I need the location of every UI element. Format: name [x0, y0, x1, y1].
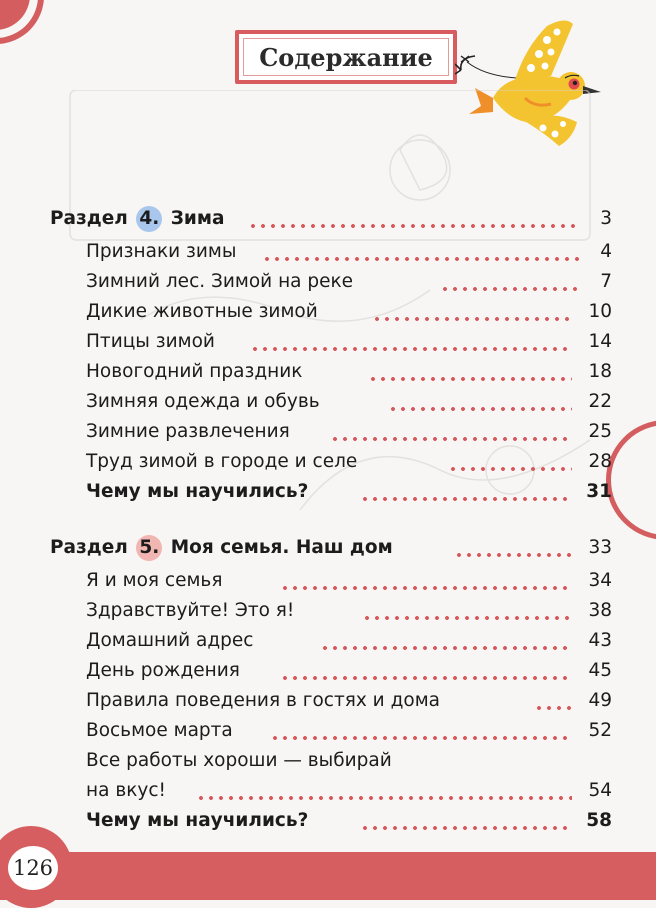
page-ref: 10: [588, 301, 612, 322]
page-ref: 25: [588, 421, 612, 442]
toc-item-label: Новогодний праздник: [86, 361, 303, 382]
page-ref: 34: [588, 570, 612, 591]
page-ref: 4: [600, 241, 612, 262]
page-ref: 52: [588, 720, 612, 741]
toc-item[interactable]: [0, 596, 612, 626]
dot-leader: [330, 417, 572, 447]
toc-item-line2[interactable]: [0, 776, 612, 806]
dot-leader: [196, 776, 572, 806]
page-title: Содержание: [259, 43, 433, 72]
toc-item-label: Чему мы научились?: [86, 810, 309, 831]
toc-item-label: Правила поведения в гостях и дома: [86, 690, 440, 711]
toc-item[interactable]: [0, 267, 612, 297]
toc-item-label: Признаки зимы: [86, 241, 237, 262]
dot-leader: [250, 327, 572, 357]
toc-item-label: Зимние развлечения: [86, 421, 290, 442]
footer-bar: [0, 852, 656, 900]
toc-item-label: Зимний лес. Зимой на реке: [86, 271, 354, 292]
toc-section-4[interactable]: [0, 204, 612, 234]
page-ref: 14: [588, 331, 612, 352]
dot-leader: [320, 626, 572, 656]
page-ref: 22: [588, 391, 612, 412]
toc-item-summary[interactable]: [0, 806, 612, 836]
toc-item-label: Чему мы научились?: [86, 481, 309, 502]
page-ref: 49: [588, 690, 612, 711]
dot-leader: [448, 447, 572, 477]
toc-item[interactable]: [0, 357, 612, 387]
toc-item[interactable]: [0, 447, 612, 477]
toc-item[interactable]: [0, 656, 612, 686]
dot-leader: [270, 716, 572, 746]
dot-leader: [362, 596, 572, 626]
title-plate: [235, 30, 457, 84]
dot-leader: [280, 566, 572, 596]
section-number-badge: 5.: [136, 535, 162, 561]
toc-item[interactable]: [0, 417, 612, 447]
toc-item[interactable]: [0, 716, 612, 746]
dot-leader: [360, 477, 572, 507]
toc-item-label-continued: на вкус!: [86, 780, 166, 801]
page-ref: 18: [588, 361, 612, 382]
toc-item[interactable]: [0, 686, 612, 716]
toc-item-label: День рождения: [86, 660, 240, 681]
dot-leader: [360, 806, 572, 836]
toc-item[interactable]: [0, 297, 612, 327]
page-ref: 43: [588, 630, 612, 651]
page-ref: 45: [588, 660, 612, 681]
toc-item[interactable]: [0, 387, 612, 417]
toc-item-label: Домашний адрес: [86, 630, 254, 651]
toc-item-label: Здравствуйте! Это я!: [86, 600, 295, 621]
section-prefix: Раздел: [50, 537, 128, 558]
toc-item-line1[interactable]: [0, 746, 612, 776]
dot-leader: [248, 204, 578, 234]
toc-item-label: Я и моя семья: [86, 570, 223, 591]
toc-item-summary[interactable]: [0, 477, 612, 507]
section-number-badge: 4.: [136, 206, 162, 232]
dot-leader: [372, 297, 572, 327]
page-ref: 54: [588, 780, 612, 801]
section-title: Моя семья. Наш дом: [170, 537, 393, 558]
toc-item[interactable]: [0, 237, 612, 267]
toc-item-label: Дикие животные зимой: [86, 301, 318, 322]
page-ref: 3: [600, 208, 612, 229]
toc-item-label: Восьмое марта: [86, 720, 233, 741]
toc-item-label: Все работы хороши — выбирай: [86, 750, 392, 771]
section-title: Зима: [170, 208, 225, 229]
dot-leader: [368, 357, 572, 387]
toc-item[interactable]: [0, 327, 612, 357]
dot-leader: [280, 656, 572, 686]
toc-item-label: Птицы зимой: [86, 331, 215, 352]
toc-item-label: Зимняя одежда и обувь: [86, 391, 320, 412]
toc-item[interactable]: [0, 566, 612, 596]
page-ref: 58: [586, 810, 612, 831]
page-number: 126: [8, 846, 58, 890]
page-ref: 31: [586, 481, 612, 502]
page-ref: 33: [588, 537, 612, 558]
dot-leader: [262, 237, 582, 267]
page-ref: 28: [588, 451, 612, 472]
dot-leader: [388, 387, 572, 417]
toc-item-label: Труд зимой в городе и селе: [86, 451, 358, 472]
page-ref: 7: [600, 271, 612, 292]
section-prefix: Раздел: [50, 208, 128, 229]
dot-leader: [454, 533, 572, 563]
dot-leader: [534, 686, 572, 716]
toc-section-5[interactable]: [0, 533, 612, 563]
toc-item[interactable]: [0, 626, 612, 656]
dot-leader: [440, 267, 582, 297]
page-ref: 38: [588, 600, 612, 621]
